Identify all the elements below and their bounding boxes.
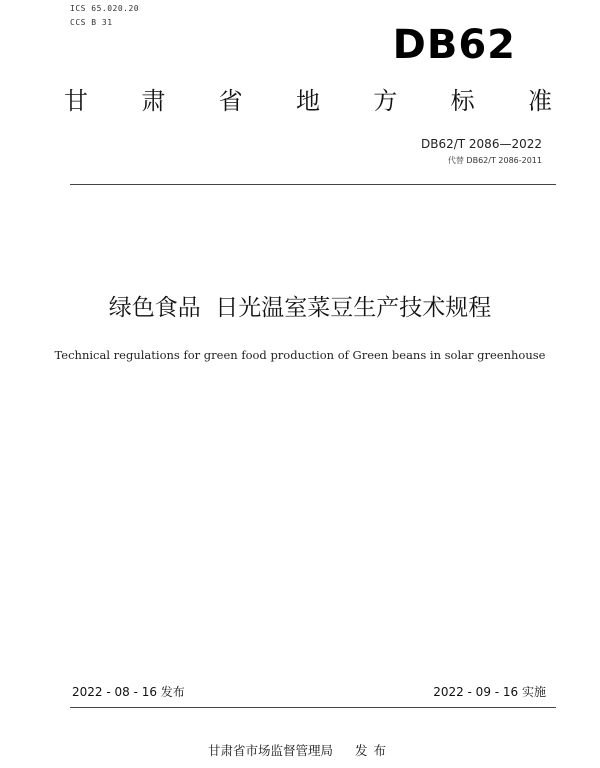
top-divider bbox=[70, 184, 556, 185]
standard-type-char: 甘 bbox=[64, 87, 88, 115]
publisher-name: 甘肃省市场监督管理局 bbox=[207, 743, 333, 758]
standard-type-char: 省 bbox=[218, 87, 243, 115]
ics-code: ICS 65.020.20 bbox=[70, 4, 140, 13]
bottom-divider bbox=[70, 707, 556, 708]
document-title-english: Technical regulations for green food production of Green beans in solar greenhouse bbox=[54, 348, 546, 362]
standard-number: DB62/T 2086—2022 bbox=[420, 137, 542, 151]
standard-type-char: 准 bbox=[527, 87, 552, 115]
standard-type-char: 标 bbox=[450, 87, 475, 115]
standard-type-heading bbox=[64, 84, 552, 118]
standard-type-char: 方 bbox=[373, 87, 398, 115]
implementation-date: 2022 - 09 - 16 实施 bbox=[433, 685, 546, 699]
publish-action: 发布 bbox=[355, 743, 393, 758]
ccs-code: CCS B 31 bbox=[70, 18, 113, 27]
issue-date: 2022 - 08 - 16 发布 bbox=[72, 685, 185, 699]
document-title-chinese: 绿色食品 日光温室菜豆生产技术规程 bbox=[108, 295, 492, 321]
standard-type-char: 地 bbox=[295, 87, 320, 115]
db62-logo: DB62 bbox=[392, 22, 516, 68]
standard-type-char: 肃 bbox=[141, 87, 166, 115]
classification-codes bbox=[70, 2, 139, 30]
publisher-line bbox=[0, 742, 600, 760]
replaced-standard: 代替 DB62/T 2086-2011 bbox=[447, 156, 542, 165]
